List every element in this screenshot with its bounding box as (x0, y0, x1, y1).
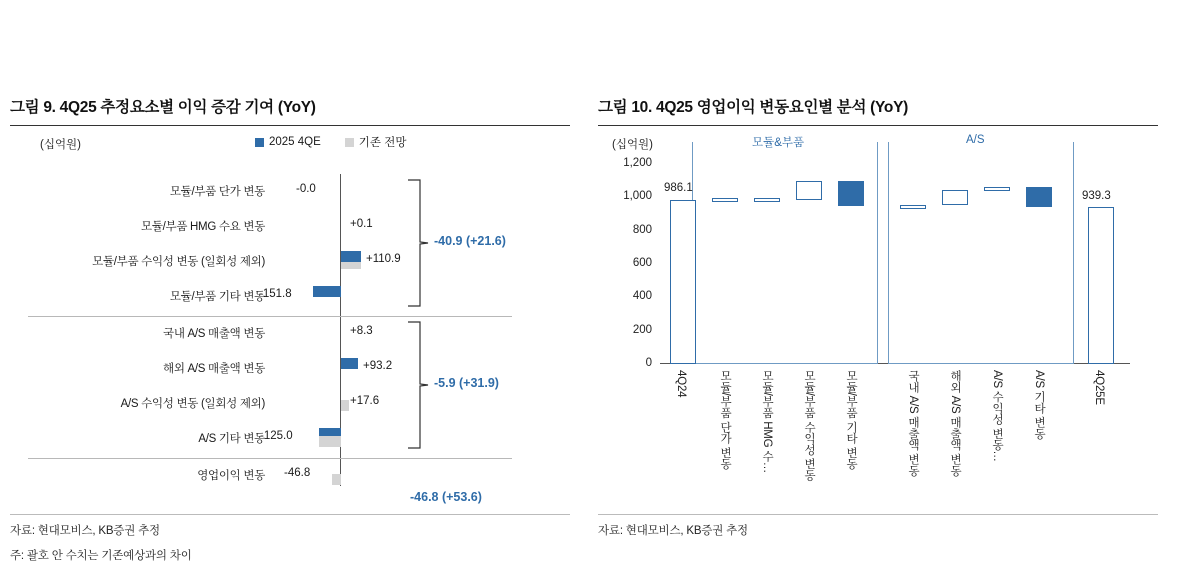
row-label: 해외 A/S 매출액 변동 (163, 363, 265, 375)
bar-value (341, 251, 361, 262)
row-label: 모듈/부품 기타 변동 (169, 291, 265, 303)
x-tick-label: 해외 A/S 매출액 변동 (949, 370, 961, 477)
figure-9-legend (255, 134, 406, 150)
row-value: +110.9 (366, 253, 401, 265)
row-label: A/S 수익성 변동 (일회성 제외) (120, 398, 265, 410)
row-value: -151.8 (259, 288, 292, 300)
figure-10-chart (598, 130, 1158, 510)
row-label: 국내 A/S 매출액 변동 (163, 328, 265, 340)
column-bar-module-profitability (796, 181, 822, 200)
figure-9-panel (10, 95, 570, 563)
legend-swatch-icon (345, 138, 354, 147)
x-tick-label: 모듈/부품 단가 변동 (719, 370, 731, 470)
waterfall-plot (10, 168, 570, 504)
column-bar-4q25e (1088, 207, 1114, 364)
x-tick-label: 국내 A/S 매출액 변동 (907, 370, 919, 477)
row-label: 모듈/부품 수익성 변동 (일회성 제외) (92, 256, 265, 268)
group-brace-1-icon (406, 178, 430, 308)
row-value: -46.8 (284, 467, 311, 479)
column-bar-module-other (838, 181, 864, 206)
waterfall-row (10, 318, 570, 348)
legend-item-prior-forecast (345, 134, 407, 150)
legend-swatch-icon (255, 138, 264, 147)
waterfall-row (10, 460, 570, 490)
column-bar-as-other (1026, 187, 1052, 208)
x-tick-label: 모듈/부품 HMG 수… (761, 370, 773, 474)
row-value: -125.0 (260, 430, 293, 442)
bar-prior (319, 436, 341, 447)
group-brace-2-icon (406, 320, 430, 450)
section-divider (28, 316, 512, 317)
y-tick-label: 800 (632, 224, 652, 236)
column-bar-overseas-as-revenue (942, 190, 968, 206)
column-bar-4q24 (670, 200, 696, 364)
row-value: +93.2 (363, 360, 393, 372)
figure-10-source: 자료: 현대모비스, KB증권 추정 (598, 525, 748, 537)
x-tick-label: 4Q25E (1093, 370, 1105, 405)
x-tick-label: A/S 기타 변동 (1033, 370, 1045, 440)
waterfall-row (10, 176, 570, 206)
row-label: A/S 기타 변동 (198, 433, 265, 445)
group-box-modules (692, 142, 878, 364)
x-tick-label: 모듈/부품 기타 변동 (845, 370, 857, 470)
bar-prior (332, 474, 341, 485)
y-tick-label: 600 (632, 257, 652, 269)
figure-9-note: 주: 괄호 안 수치는 기존예상과의 차이 (10, 550, 192, 562)
y-tick-label: 400 (632, 290, 652, 302)
figure-10-panel (598, 95, 1158, 538)
waterfall-row (10, 423, 570, 453)
group-total-3: -46.8 (+53.6) (410, 490, 482, 504)
x-tick-label: 모듈/부품 수익성 변동 (803, 370, 815, 481)
figure-9-title: 그림 9. 4Q25 추정요소별 이익 증감 기여 (YoY) (10, 99, 316, 116)
figure-9-source: 자료: 현대모비스, KB증권 추정 (10, 525, 160, 537)
row-label: 모듈/부품 HMG 수요 변동 (141, 221, 265, 233)
y-tick-label: 1,000 (623, 190, 652, 202)
row-value: +17.6 (350, 395, 380, 407)
bar-prior (341, 400, 349, 411)
column-bar-domestic-as-revenue (900, 205, 926, 209)
group-total-2: -5.9 (+31.9) (434, 376, 499, 390)
figure-9-title-rule (10, 125, 570, 126)
bar-value (341, 358, 358, 369)
figure-10-title-rule (598, 125, 1158, 126)
y-tick-label: 1,200 (623, 157, 652, 169)
figure-9-chart (10, 130, 570, 510)
group-label-modules: 모듈&부품 (746, 134, 810, 150)
row-label: 모듈/부품 단가 변동 (169, 186, 265, 198)
row-value: +0.1 (350, 218, 373, 230)
group-label-as: A/S (960, 134, 991, 146)
column-bar-module-hmg-demand (754, 198, 780, 202)
legend-item-2025-4qe (255, 136, 321, 148)
figure-9-unit-label: (십억원) (40, 139, 81, 151)
x-tick-label: A/S 수익성 변동… (991, 370, 1003, 462)
column-bar-as-profitability (984, 187, 1010, 191)
bar-value (313, 286, 341, 297)
row-value: -0.0 (296, 183, 316, 195)
figure-10-unit-label: (십억원) (612, 139, 653, 151)
y-tick-label: 200 (632, 324, 652, 336)
group-box-as (888, 142, 1074, 364)
waterfall-row (10, 246, 570, 276)
column-data-label-4q25e: 939.3 (1082, 190, 1111, 202)
row-value: +8.3 (350, 325, 373, 337)
x-tick-label: 4Q24 (675, 370, 687, 398)
column-bar-module-price (712, 198, 738, 202)
row-label: 영업이익 변동 (197, 470, 265, 482)
column-data-label-4q24: 986.1 (664, 182, 693, 194)
waterfall-row (10, 281, 570, 311)
plot-area (660, 134, 1130, 481)
section-divider (28, 458, 512, 459)
group-total-1: -40.9 (+21.6) (434, 234, 506, 248)
legend-label: 기존 전망 (358, 137, 407, 149)
y-tick-label: 0 (645, 357, 652, 369)
waterfall-row (10, 388, 570, 418)
legend-label: 2025 4QE (269, 136, 321, 148)
figure-10-title: 그림 10. 4Q25 영업이익 변동요인별 분석 (YoY) (598, 99, 908, 116)
